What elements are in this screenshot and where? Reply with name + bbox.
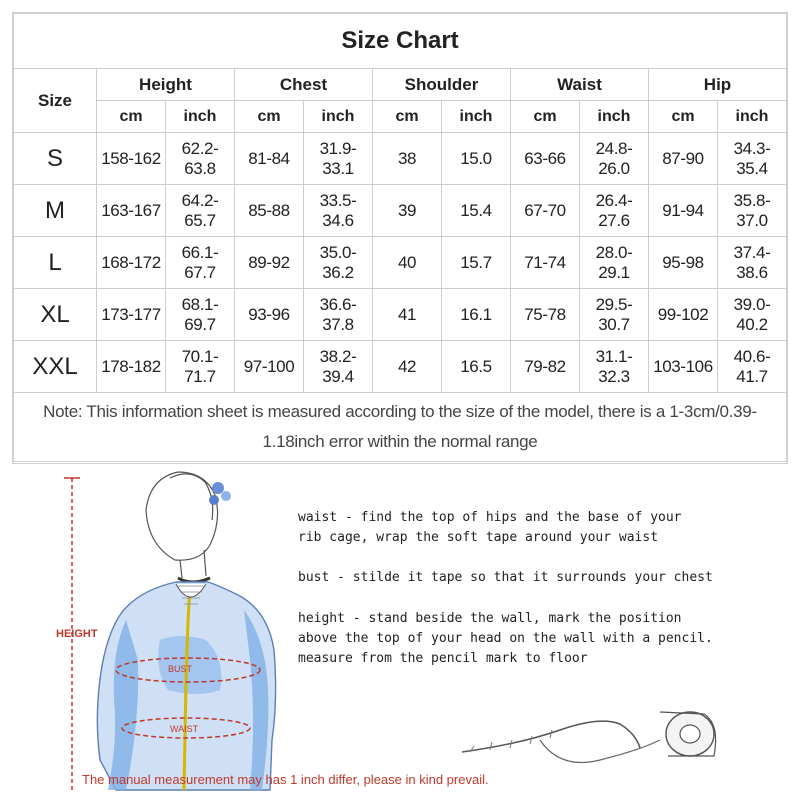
table-cell: 67-70 [511,185,580,237]
table-cell: 168-172 [97,237,166,289]
table-cell: 158-162 [97,133,166,185]
unit-header: cm [511,101,580,133]
table-cell: 81-84 [235,133,304,185]
unit-header: cm [97,101,166,133]
size-cell: S [14,133,97,185]
table-cell: 103-106 [649,341,718,393]
table-cell: 178-182 [97,341,166,393]
height-instruction-line3: measure from the pencil mark to floor [298,651,588,666]
unit-header-row [14,101,787,133]
table-cell: 40 [373,237,442,289]
chart-title: Size Chart [14,14,787,69]
table-row [14,289,787,341]
table-cell: 29.5-30.7 [580,289,649,341]
table-cell: 79-82 [511,341,580,393]
table-cell: 15.4 [442,185,511,237]
table-cell: 31.9-33.1 [304,133,373,185]
table-row [14,341,787,393]
height-instruction-line2: above the top of your head on the wall with a pencil. [298,631,713,646]
unit-header: inch [718,101,787,133]
size-cell: XXL [14,341,97,393]
size-chart-table [13,13,787,462]
table-cell: 70.1-71.7 [166,341,235,393]
size-cell: L [14,237,97,289]
table-cell: 37.4-38.6 [718,237,787,289]
waist-instruction-line1: waist - find the top of hips and the base of your [298,510,682,525]
table-cell: 35.8-37.0 [718,185,787,237]
table-cell: 163-167 [97,185,166,237]
group-hip: Hip [649,69,787,101]
table-cell: 93-96 [235,289,304,341]
size-cell: XL [14,289,97,341]
table-row [14,133,787,185]
table-cell: 91-94 [649,185,718,237]
height-instruction-line1: height - stand beside the wall, mark the position [298,611,682,626]
table-cell: 87-90 [649,133,718,185]
bust-instruction: bust - stilde it tape so that it surrounds your chest [298,570,713,585]
table-cell: 62.2-63.8 [166,133,235,185]
unit-header: inch [580,101,649,133]
unit-header: cm [373,101,442,133]
size-cell: M [14,185,97,237]
model-figure [146,472,218,582]
jacket-body [97,582,275,790]
table-cell: 38 [373,133,442,185]
waist-instruction-line2: rib cage, wrap the soft tape around your waist [298,530,659,545]
table-cell: 24.8-26.0 [580,133,649,185]
table-cell: 40.6-41.7 [718,341,787,393]
table-cell: 41 [373,289,442,341]
bust-label: BUST [168,664,193,674]
table-cell: 39.0-40.2 [718,289,787,341]
tape-measure-icon [462,712,716,763]
table-cell: 31.1-32.3 [580,341,649,393]
table-cell: 71-74 [511,237,580,289]
table-cell: 85-88 [235,185,304,237]
table-cell: 15.0 [442,133,511,185]
table-cell: 173-177 [97,289,166,341]
table-cell: 16.5 [442,341,511,393]
height-label: HEIGHT [56,628,98,640]
group-header-row [14,69,787,101]
table-cell: 99-102 [649,289,718,341]
size-header: Size [14,69,97,133]
table-cell: 66.1-67.7 [166,237,235,289]
table-cell: 28.0-29.1 [580,237,649,289]
unit-header: cm [235,101,304,133]
unit-header: inch [166,101,235,133]
note-text: Note: This information sheet is measured according to the size of the model, there is a 1-3cm/0.39-1.18inch error within the normal range [14,393,787,462]
table-cell: 75-78 [511,289,580,341]
table-cell: 95-98 [649,237,718,289]
unit-header: inch [442,101,511,133]
table-cell: 89-92 [235,237,304,289]
table-cell: 34.3-35.4 [718,133,787,185]
table-cell: 39 [373,185,442,237]
table-cell: 26.4-27.6 [580,185,649,237]
table-cell: 42 [373,341,442,393]
group-chest: Chest [235,69,373,101]
unit-header: inch [304,101,373,133]
hair-clip-icon [209,482,231,505]
table-row [14,185,787,237]
table-cell: 35.0-36.2 [304,237,373,289]
table-cell: 68.1-69.7 [166,289,235,341]
size-chart [12,12,788,464]
table-cell: 64.2-65.7 [166,185,235,237]
table-cell: 33.5-34.6 [304,185,373,237]
table-cell: 16.1 [442,289,511,341]
table-row [14,237,787,289]
manual-measurement-note: The manual measurement may has 1 inch differ, please in kind prevail. [82,772,489,787]
group-waist: Waist [511,69,649,101]
table-cell: 97-100 [235,341,304,393]
waist-label: WAIST [170,724,199,734]
table-cell: 63-66 [511,133,580,185]
table-cell: 38.2-39.4 [304,341,373,393]
unit-header: cm [649,101,718,133]
group-shoulder: Shoulder [373,69,511,101]
table-cell: 15.7 [442,237,511,289]
table-cell: 36.6-37.8 [304,289,373,341]
group-height: Height [97,69,235,101]
